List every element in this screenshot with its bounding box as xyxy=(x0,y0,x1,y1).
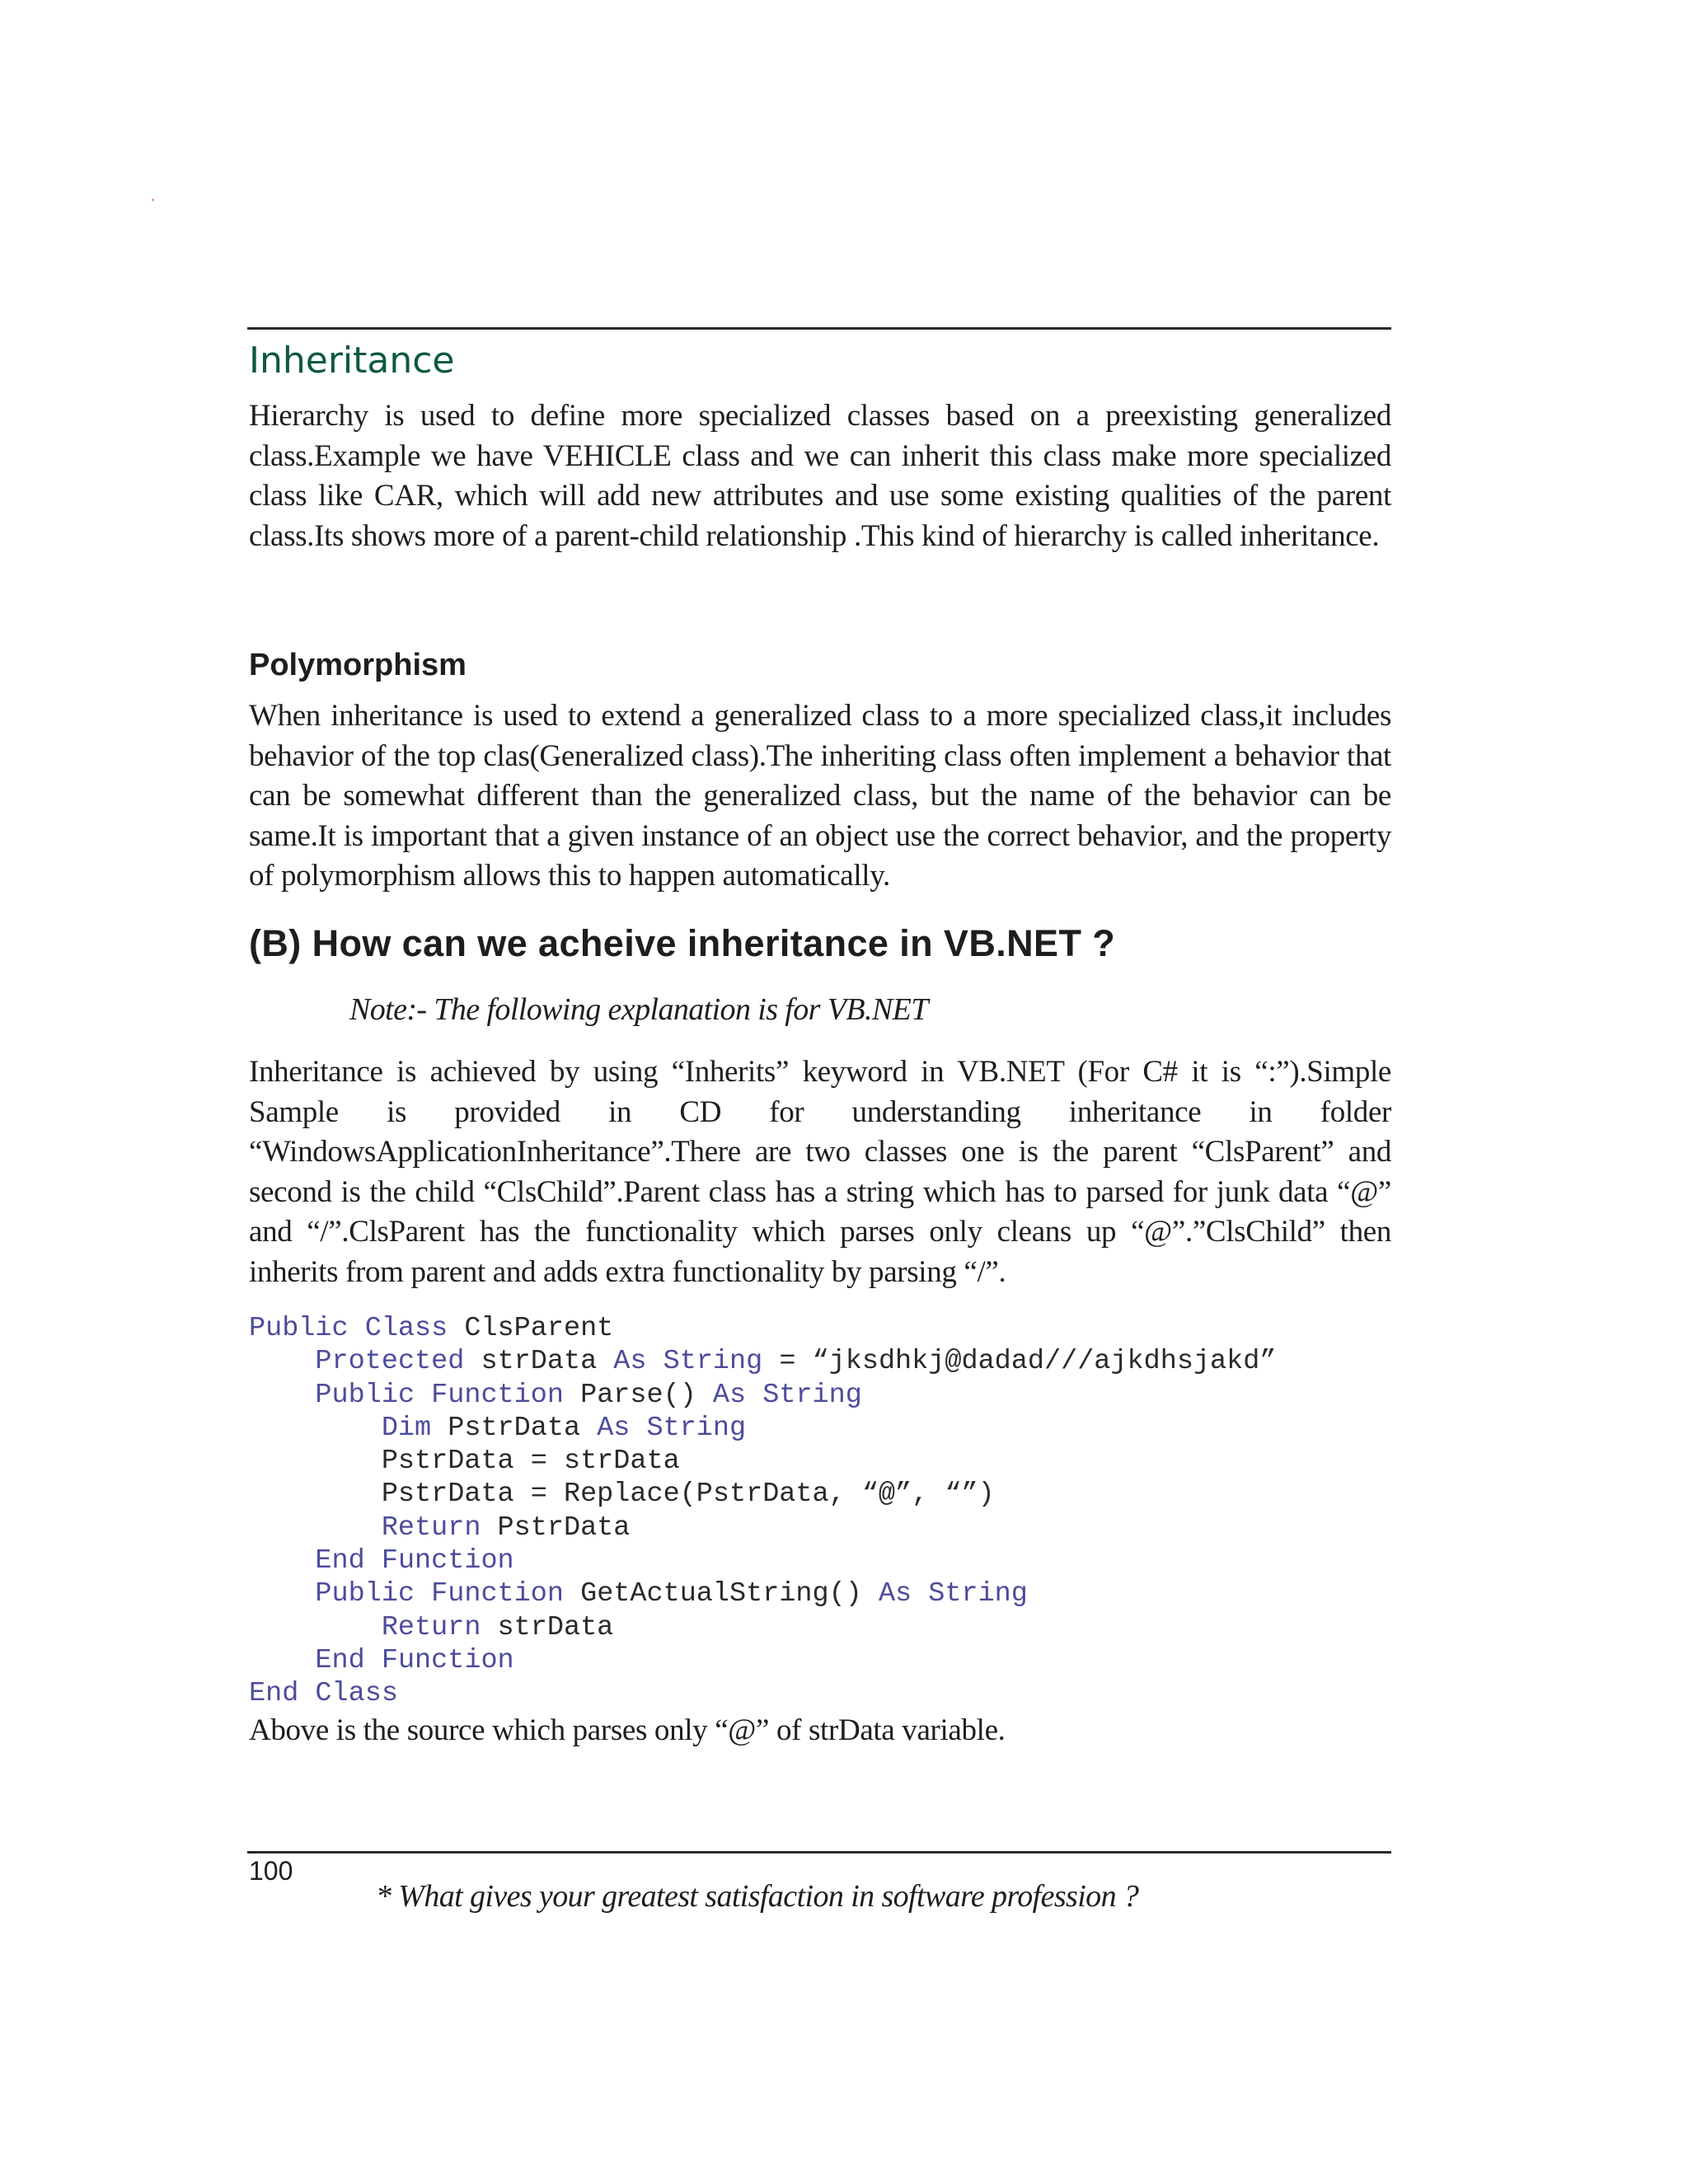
code-line: End Function xyxy=(315,1545,514,1577)
inheritance-heading: Inheritance xyxy=(249,340,455,382)
stray-mark xyxy=(152,199,154,201)
polymorphism-paragraph: When inheritance is used to extend a generalized class to a more specialized class,it includes behavior of the top clas(Generalized class).The inheriting class often implement a behavior that can be somewhat different than the generalized class, but the name of the behavior can be same.It is important that a given instance of an object use the correct behavior, and the property of polymorphism allows this to happen automatically. xyxy=(249,699,1391,893)
code-line: PstrData = Replace(PstrData, “@”, “”) xyxy=(249,1479,995,1511)
header-rule xyxy=(247,327,1391,330)
code-line: End Function xyxy=(315,1644,514,1676)
code-line: Public Function GetActualString() As String xyxy=(315,1578,1028,1610)
code-line: Public Class ClsParent xyxy=(249,1313,614,1344)
code-line: Protected strData As String = “jksdhkj@dadad///ajkdhsjakd” xyxy=(315,1346,1277,1378)
code-line: Return PstrData xyxy=(381,1511,631,1544)
footer-rule xyxy=(247,1851,1391,1854)
code-line: PstrData = strData xyxy=(249,1446,680,1478)
code-line: End Class xyxy=(249,1678,398,1710)
question-heading: (B) How can we acheive inheritance in VB.NET ? xyxy=(249,922,1116,964)
code-line: Public Function Parse() As String xyxy=(315,1379,862,1411)
page-number: 100 xyxy=(249,1856,293,1886)
code-line: Dim PstrData As String xyxy=(381,1412,747,1444)
note-line: Note:- The following explanation is for VB.NET xyxy=(349,992,928,1027)
footer-question: * What gives your greatest satisfaction in software profession ? xyxy=(376,1879,1139,1914)
polymorphism-heading: Polymorphism xyxy=(249,648,467,682)
after-code-paragraph: Above is the source which parses only “@” of strData variable. xyxy=(249,1713,1006,1747)
code-line: Return strData xyxy=(381,1611,614,1643)
code-block xyxy=(249,1312,1276,1711)
answer-paragraph: Inheritance is achieved by using “Inherits” keyword in VB.NET (For C# it is “:”).Simple Sample is provided in CD for understanding inheritance in folder “WindowsApplicationInheritance”.There are two classes one is the parent “ClsParent” and second is the child “ClsChild”.Parent class has a string which has to parsed for junk data “@” and “/”.ClsParent has the functionality which parses only cleans up “@”.”ClsChild” then inherits from parent and adds extra functionality by parsing “/”. xyxy=(249,1055,1391,1289)
inheritance-paragraph: Hierarchy is used to define more specialized classes based on a preexisting generalized class.Example we have VEHICLE class and we can inherit this class make more specialized class like CAR, which will add new attributes and use some existing qualities of the parent class.Its shows more of a parent-child relationship .This kind of hierarchy is called inheritance. xyxy=(249,399,1391,553)
